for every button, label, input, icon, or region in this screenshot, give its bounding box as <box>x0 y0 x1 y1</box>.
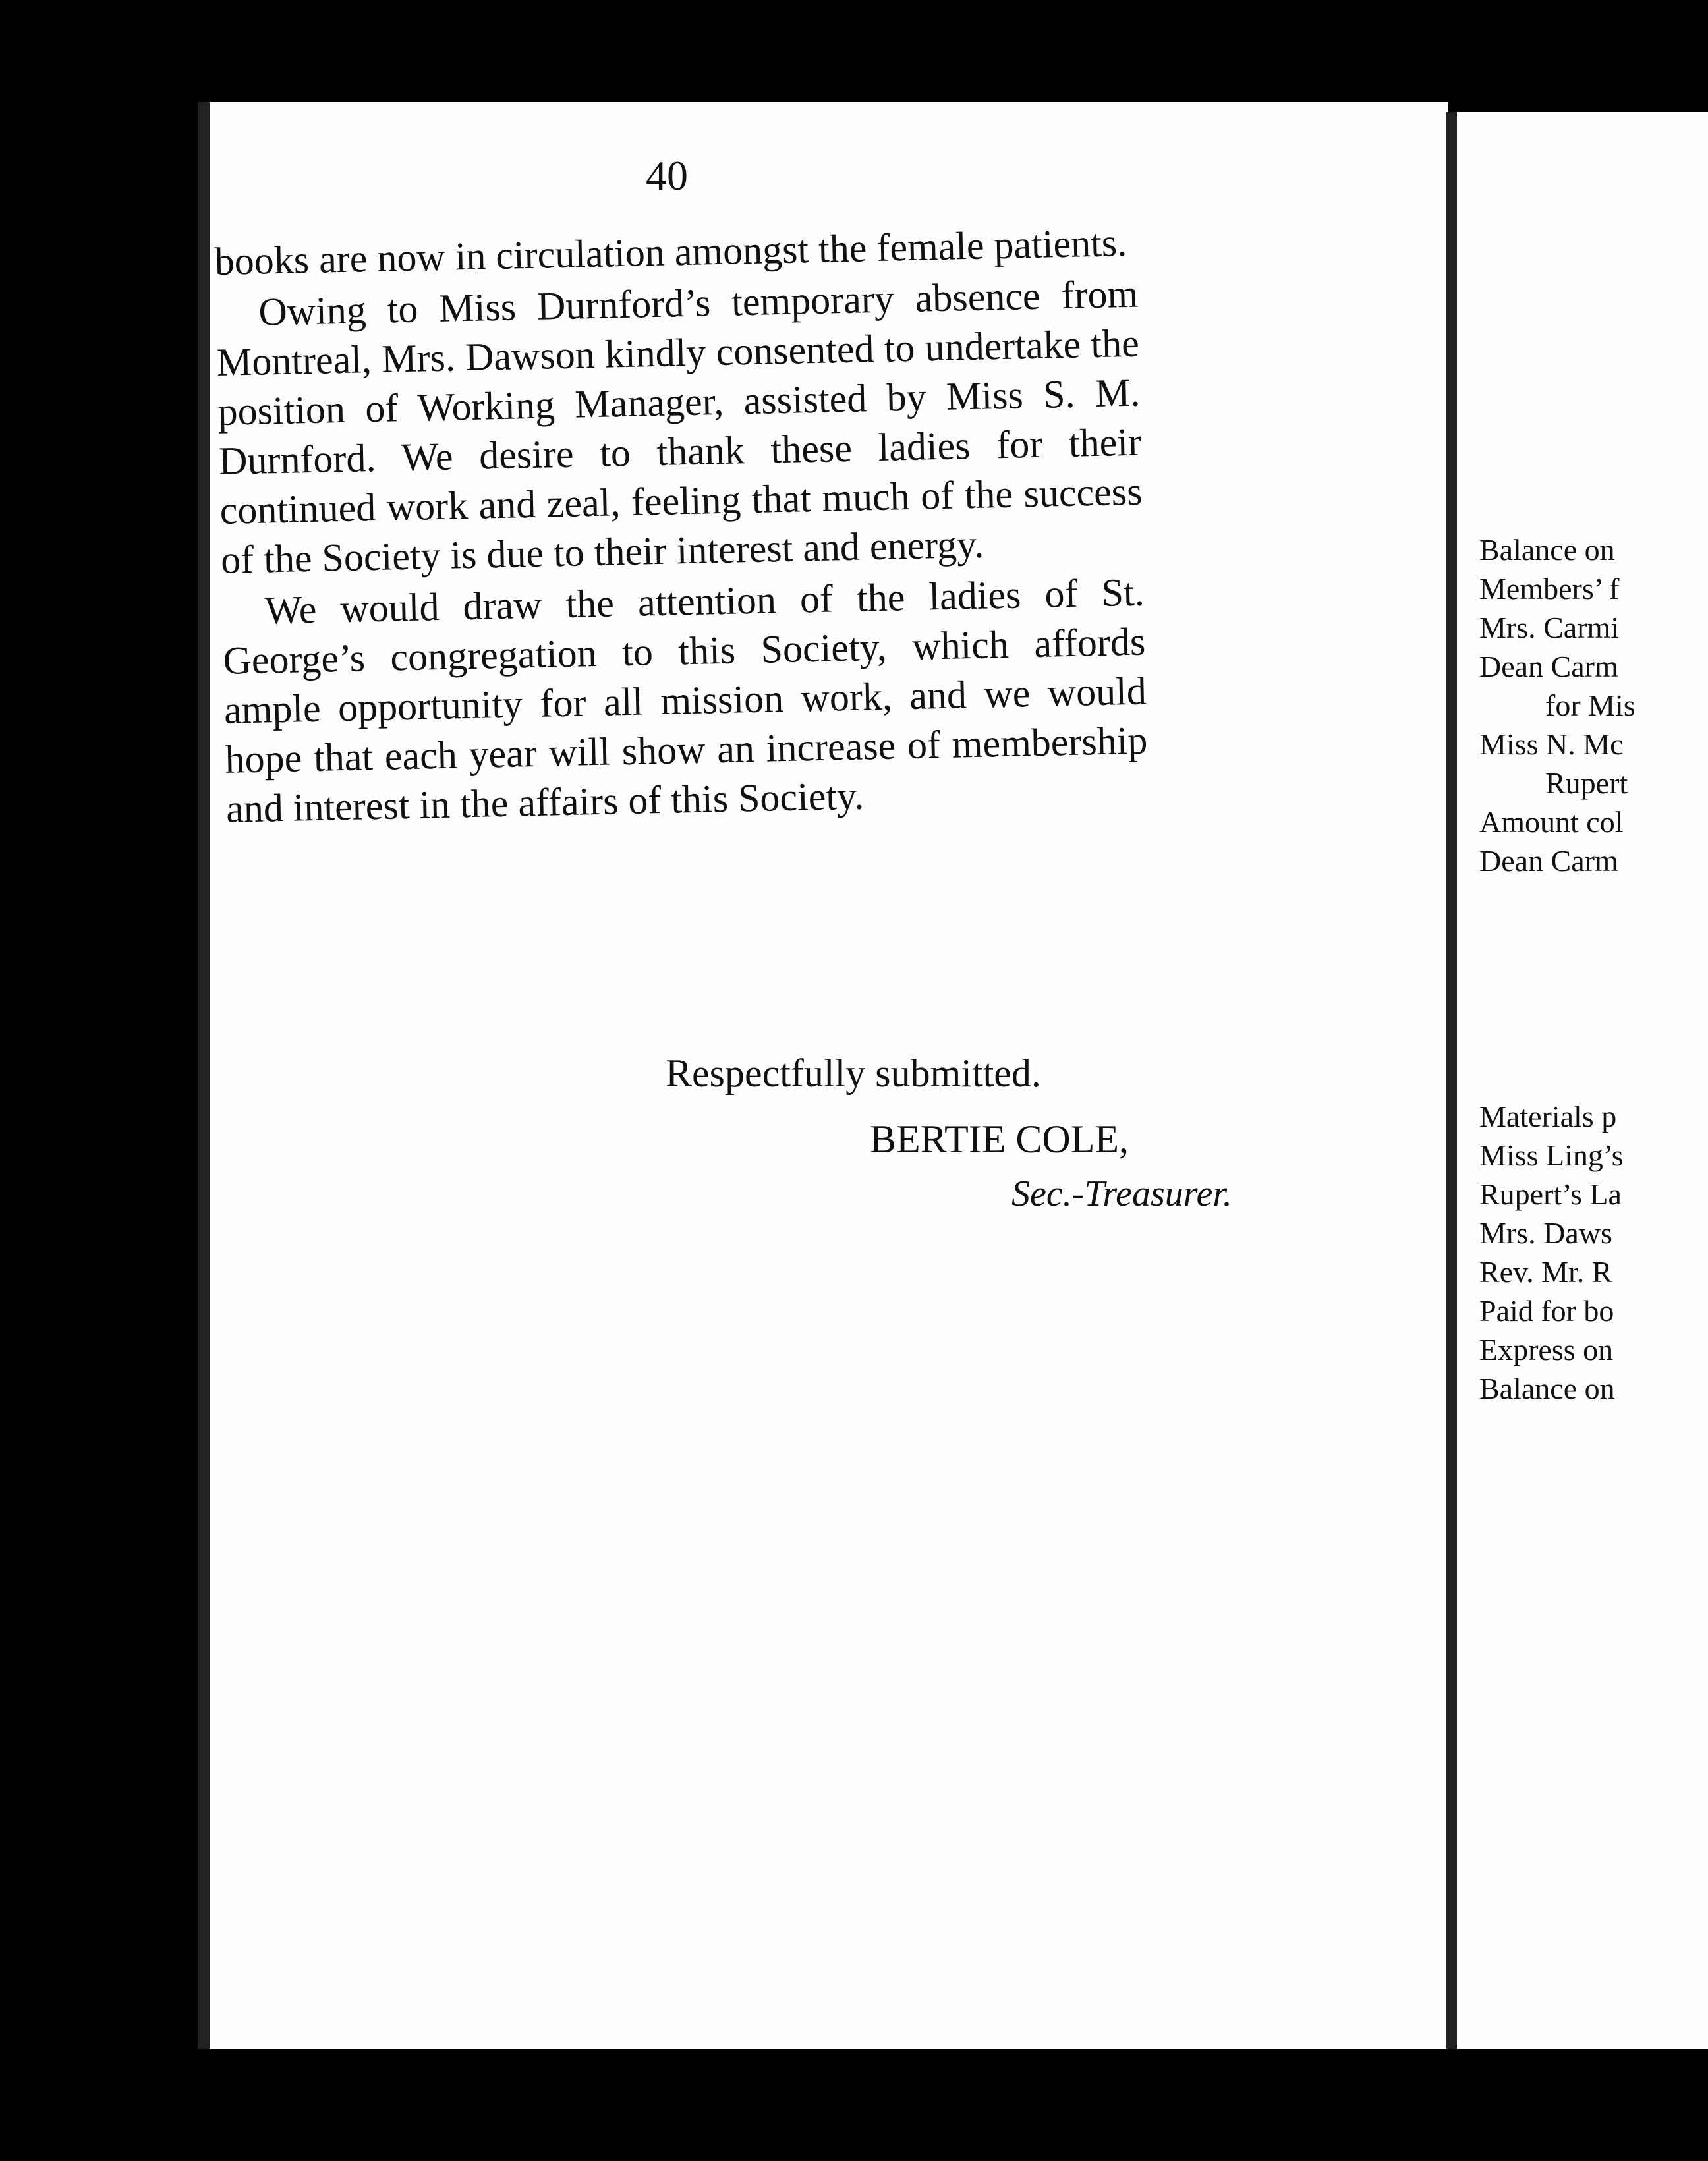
expenditure-line: Mrs. Daws <box>1479 1216 1612 1250</box>
signature: BERTIE COLE, <box>870 1117 1129 1161</box>
right-page <box>1446 112 1708 2049</box>
expenditures-list <box>1479 1097 1708 1408</box>
receipts-list <box>1479 530 1708 880</box>
receipt-line: Members’ f <box>1479 572 1620 605</box>
expenditure-line: Rupert’s La <box>1479 1177 1622 1211</box>
paragraph-1: books are now in circulation amongst the female patients. <box>214 221 1127 283</box>
receipt-line: Rupert <box>1545 766 1628 800</box>
expenditure-line: Rev. Mr. R <box>1479 1255 1612 1289</box>
receipt-line: Amount col <box>1479 805 1624 839</box>
body-text <box>214 218 1149 836</box>
expenditure-line: Materials p <box>1479 1100 1617 1133</box>
receipt-line: for Mis <box>1545 688 1636 722</box>
receipt-line: Miss N. Mc <box>1479 727 1624 761</box>
receipt-line: Dean Carm <box>1479 844 1618 878</box>
receipt-line: Mrs. Carmi <box>1479 611 1620 644</box>
expenditure-line: Express on <box>1479 1333 1614 1366</box>
paragraph-2: Owing to Miss Durnford’s temporary absence from Montreal, Mrs. Dawson kindly consented to undertake the position of Working Manager, assisted by Miss S. M. Durnford. We desire to thank these ladies for their continued work and zeal, feeling that much of the success of the Society is due to their interest and energy. <box>216 271 1143 582</box>
signature-title: Sec.-Treasurer. <box>1011 1173 1232 1214</box>
receipt-line: Balance on <box>1479 533 1615 567</box>
paragraph-3: We would draw the attention of the ladies of St. George’s congregation to this Society, which affords ample opportunity for all mission work, and we would hope that each year will show an increase of membership and interest in the affairs of this Society. <box>222 570 1148 831</box>
expenditure-line: Balance on <box>1479 1372 1615 1405</box>
receipt-line: Dean Carm <box>1479 650 1618 683</box>
closing-line: Respectfully submitted. <box>666 1052 1041 1095</box>
expenditure-line: Miss Ling’s <box>1479 1138 1624 1172</box>
page-number: 40 <box>646 152 688 199</box>
expenditure-line: Paid for bo <box>1479 1294 1614 1328</box>
